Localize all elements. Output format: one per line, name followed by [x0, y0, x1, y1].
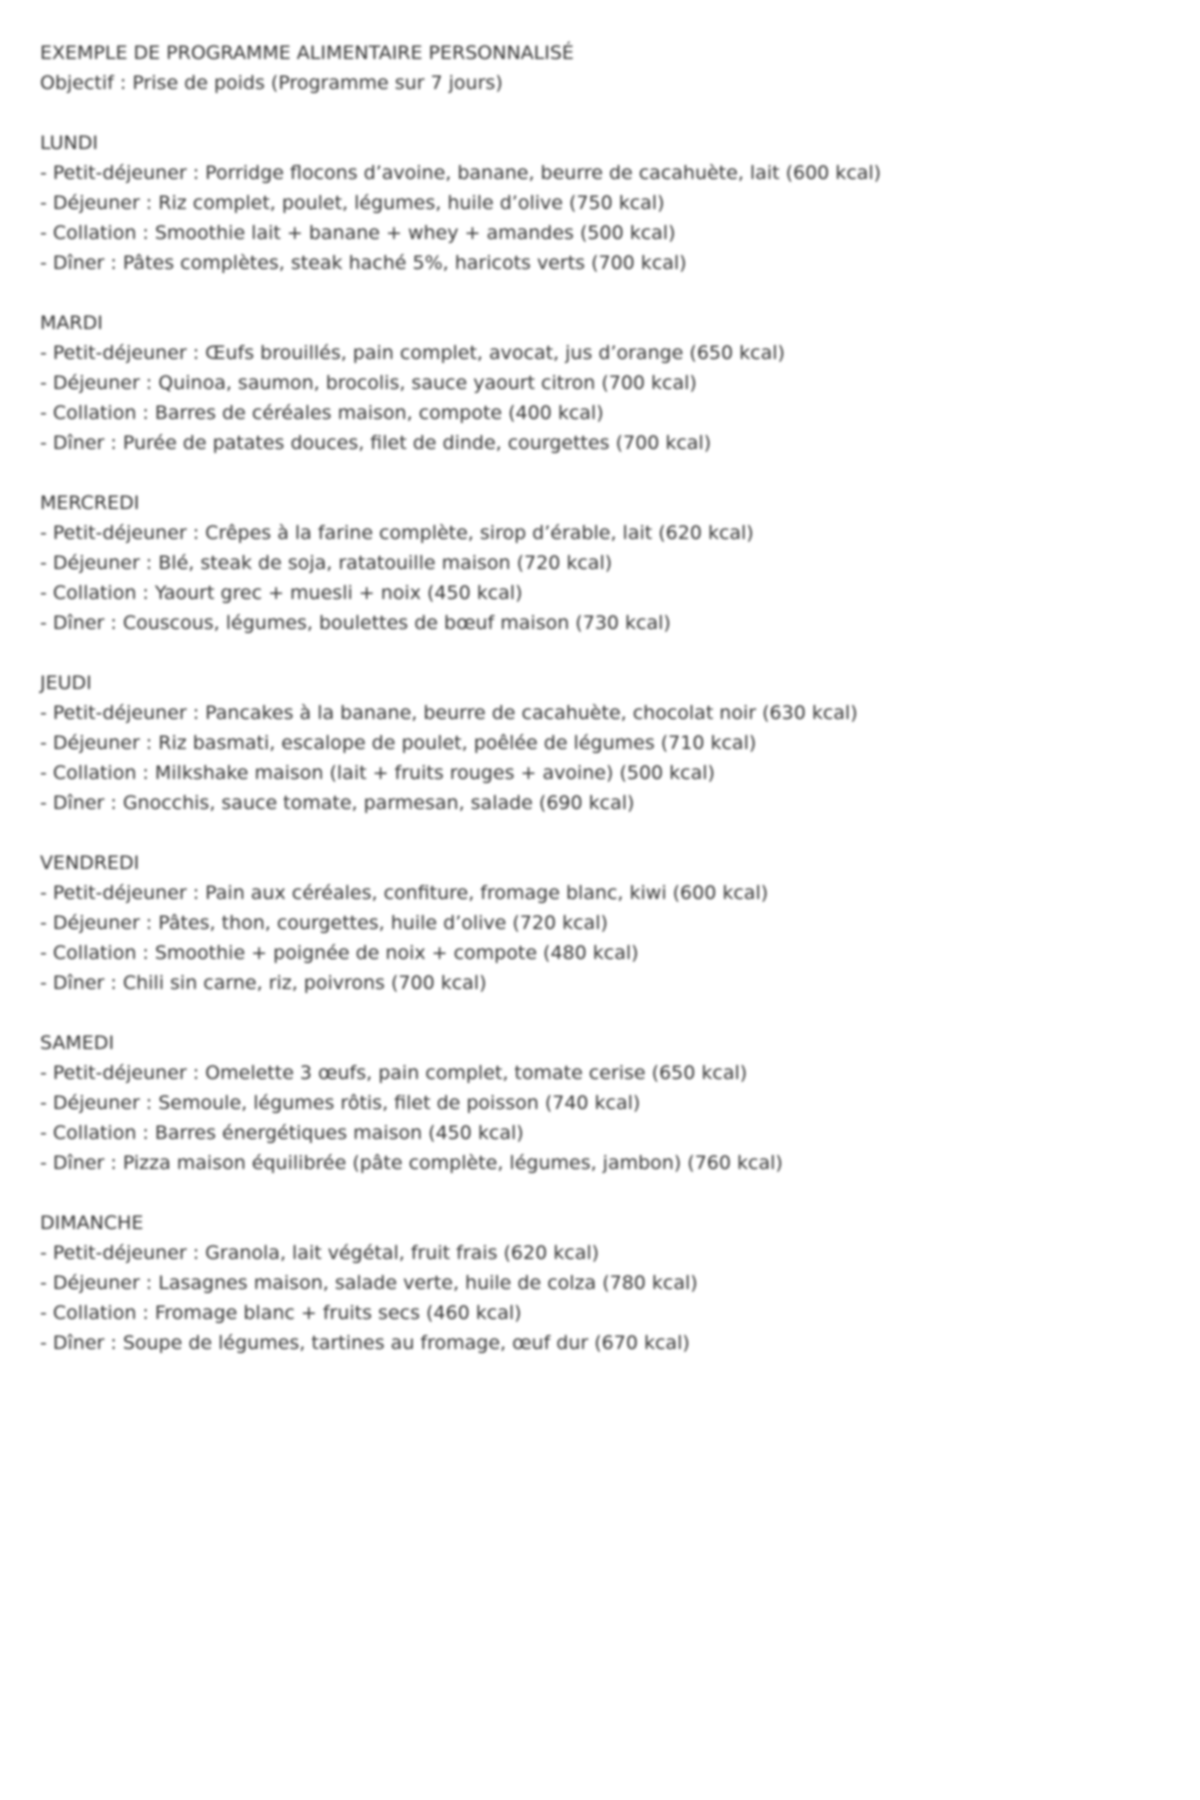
meal-snack: - Collation : Yaourt grec + muesli + noix (450 kcal) [40, 582, 523, 604]
meal-dinner: - Dîner : Chili sin carne, riz, poivrons (700 kcal) [40, 972, 487, 994]
meal-snack: - Collation : Smoothie lait + banane + whey + amandes (500 kcal) [40, 222, 676, 244]
meal-breakfast: - Petit-déjeuner : Omelette 3 œufs, pain complet, tomate cerise (650 kcal) [40, 1062, 748, 1084]
meal-breakfast: - Petit-déjeuner : Pain aux céréales, confiture, fromage blanc, kiwi (600 kcal) [40, 882, 769, 904]
document-body [40, 38, 1160, 1358]
meal-breakfast: - Petit-déjeuner : Porridge flocons d’avoine, banane, beurre de cacahuète, lait (600 kcal) [40, 162, 882, 184]
day-heading: MERCREDI [40, 492, 140, 514]
meal-lunch: - Déjeuner : Semoule, légumes rôtis, filet de poisson (740 kcal) [40, 1092, 641, 1114]
meal-dinner: - Dîner : Purée de patates douces, filet de dinde, courgettes (700 kcal) [40, 432, 712, 454]
meal-breakfast: - Petit-déjeuner : Granola, lait végétal, fruit frais (620 kcal) [40, 1242, 600, 1264]
meal-dinner: - Dîner : Couscous, légumes, boulettes de bœuf maison (730 kcal) [40, 612, 671, 634]
day-heading: SAMEDI [40, 1032, 115, 1054]
day-section-dimanche [40, 1208, 1160, 1358]
day-section-jeudi [40, 668, 1160, 818]
day-heading: JEUDI [40, 672, 92, 694]
day-heading: VENDREDI [40, 852, 140, 874]
meal-snack: - Collation : Smoothie + poignée de noix + compote (480 kcal) [40, 942, 639, 964]
meal-lunch: - Déjeuner : Lasagnes maison, salade verte, huile de colza (780 kcal) [40, 1272, 698, 1294]
day-heading: DIMANCHE [40, 1212, 144, 1234]
meal-dinner: - Dîner : Pâtes complètes, steak haché 5%, haricots verts (700 kcal) [40, 252, 687, 274]
day-section-lundi [40, 128, 1160, 278]
meal-snack: - Collation : Milkshake maison (lait + fruits rouges + avoine) (500 kcal) [40, 762, 715, 784]
meal-dinner: - Dîner : Gnocchis, sauce tomate, parmesan, salade (690 kcal) [40, 792, 635, 814]
day-section-mardi [40, 308, 1160, 458]
meal-breakfast: - Petit-déjeuner : Œufs brouillés, pain complet, avocat, jus d’orange (650 kcal) [40, 342, 785, 364]
document-title: EXEMPLE DE PROGRAMME ALIMENTAIRE PERSONNALISÉ [40, 42, 574, 64]
meal-snack: - Collation : Fromage blanc + fruits secs (460 kcal) [40, 1302, 522, 1324]
meal-dinner: - Dîner : Pizza maison équilibrée (pâte complète, légumes, jambon) (760 kcal) [40, 1152, 783, 1174]
meal-lunch: - Déjeuner : Pâtes, thon, courgettes, huile d’olive (720 kcal) [40, 912, 608, 934]
meal-lunch: - Déjeuner : Blé, steak de soja, ratatouille maison (720 kcal) [40, 552, 613, 574]
meal-snack: - Collation : Barres énergétiques maison (450 kcal) [40, 1122, 524, 1144]
day-heading: LUNDI [40, 132, 98, 154]
meal-lunch: - Déjeuner : Quinoa, saumon, brocolis, sauce yaourt citron (700 kcal) [40, 372, 697, 394]
meal-dinner: - Dîner : Soupe de légumes, tartines au fromage, œuf dur (670 kcal) [40, 1332, 690, 1354]
day-section-vendredi [40, 848, 1160, 998]
day-section-samedi [40, 1028, 1160, 1178]
meal-breakfast: - Petit-déjeuner : Crêpes à la farine complète, sirop d’érable, lait (620 kcal) [40, 522, 754, 544]
meal-lunch: - Déjeuner : Riz basmati, escalope de poulet, poêlée de légumes (710 kcal) [40, 732, 757, 754]
meal-lunch: - Déjeuner : Riz complet, poulet, légumes, huile d’olive (750 kcal) [40, 192, 665, 214]
document-objective: Objectif : Prise de poids (Programme sur 7 jours) [40, 72, 503, 94]
day-section-mercredi [40, 488, 1160, 638]
day-heading: MARDI [40, 312, 103, 334]
meal-breakfast: - Petit-déjeuner : Pancakes à la banane, beurre de cacahuète, chocolat noir (630 kcal) [40, 702, 858, 724]
meal-snack: - Collation : Barres de céréales maison, compote (400 kcal) [40, 402, 604, 424]
